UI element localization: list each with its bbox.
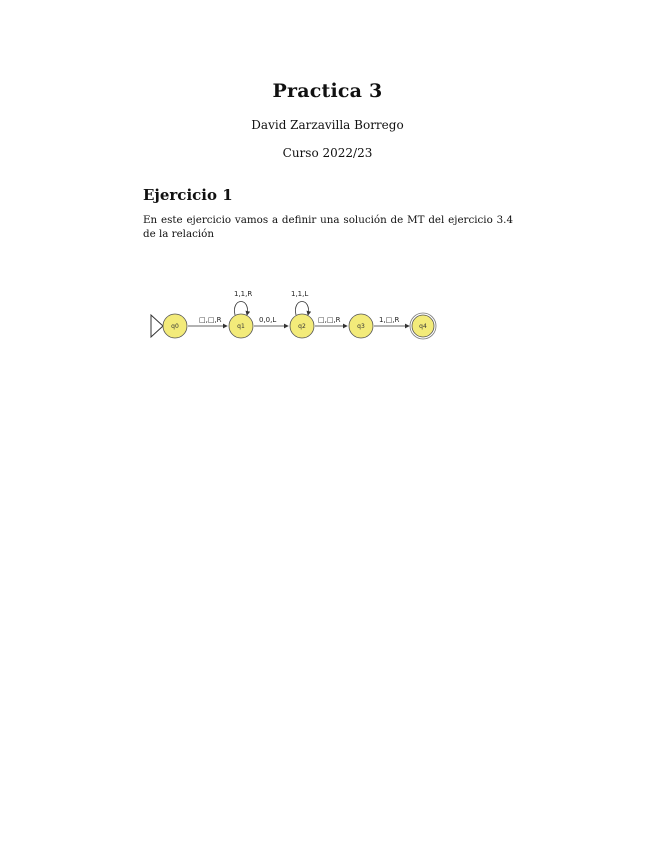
edge-label-q0-q1: □,□,R	[199, 316, 222, 324]
edge-label-q2-q3: □,□,R	[318, 316, 341, 324]
state-q3	[349, 314, 373, 338]
turing-machine-diagram	[145, 285, 455, 355]
state-q4	[410, 313, 436, 339]
state-label-q4: q4	[419, 323, 427, 330]
edge-label-q2-loop: 1,1,L	[291, 290, 309, 298]
state-q2	[290, 314, 314, 338]
document-author: David Zarzavilla Borrego	[251, 118, 404, 132]
state-label-q3: q3	[357, 323, 365, 330]
edge-label-q1-q2: 0,0,L	[259, 316, 277, 324]
initial-state-marker	[151, 315, 163, 337]
document-title: Practica 3	[272, 80, 383, 102]
state-label-q2: q2	[298, 323, 306, 330]
edge-label-q1-loop: 1,1,R	[234, 290, 253, 298]
state-label-q1: q1	[237, 323, 245, 330]
loop-q1	[234, 302, 247, 316]
state-q1	[229, 314, 253, 338]
state-q0	[163, 314, 187, 338]
section-heading: Ejercicio 1	[143, 186, 233, 204]
document-date: Curso 2022/23	[282, 146, 373, 160]
loop-q2	[295, 302, 308, 316]
edge-label-q3-q4: 1,□,R	[379, 316, 400, 324]
section-paragraph: En este ejercicio vamos a definir una solución de MT del ejercicio 3.4 de la relación	[143, 214, 513, 240]
state-label-q0: q0	[171, 323, 179, 330]
